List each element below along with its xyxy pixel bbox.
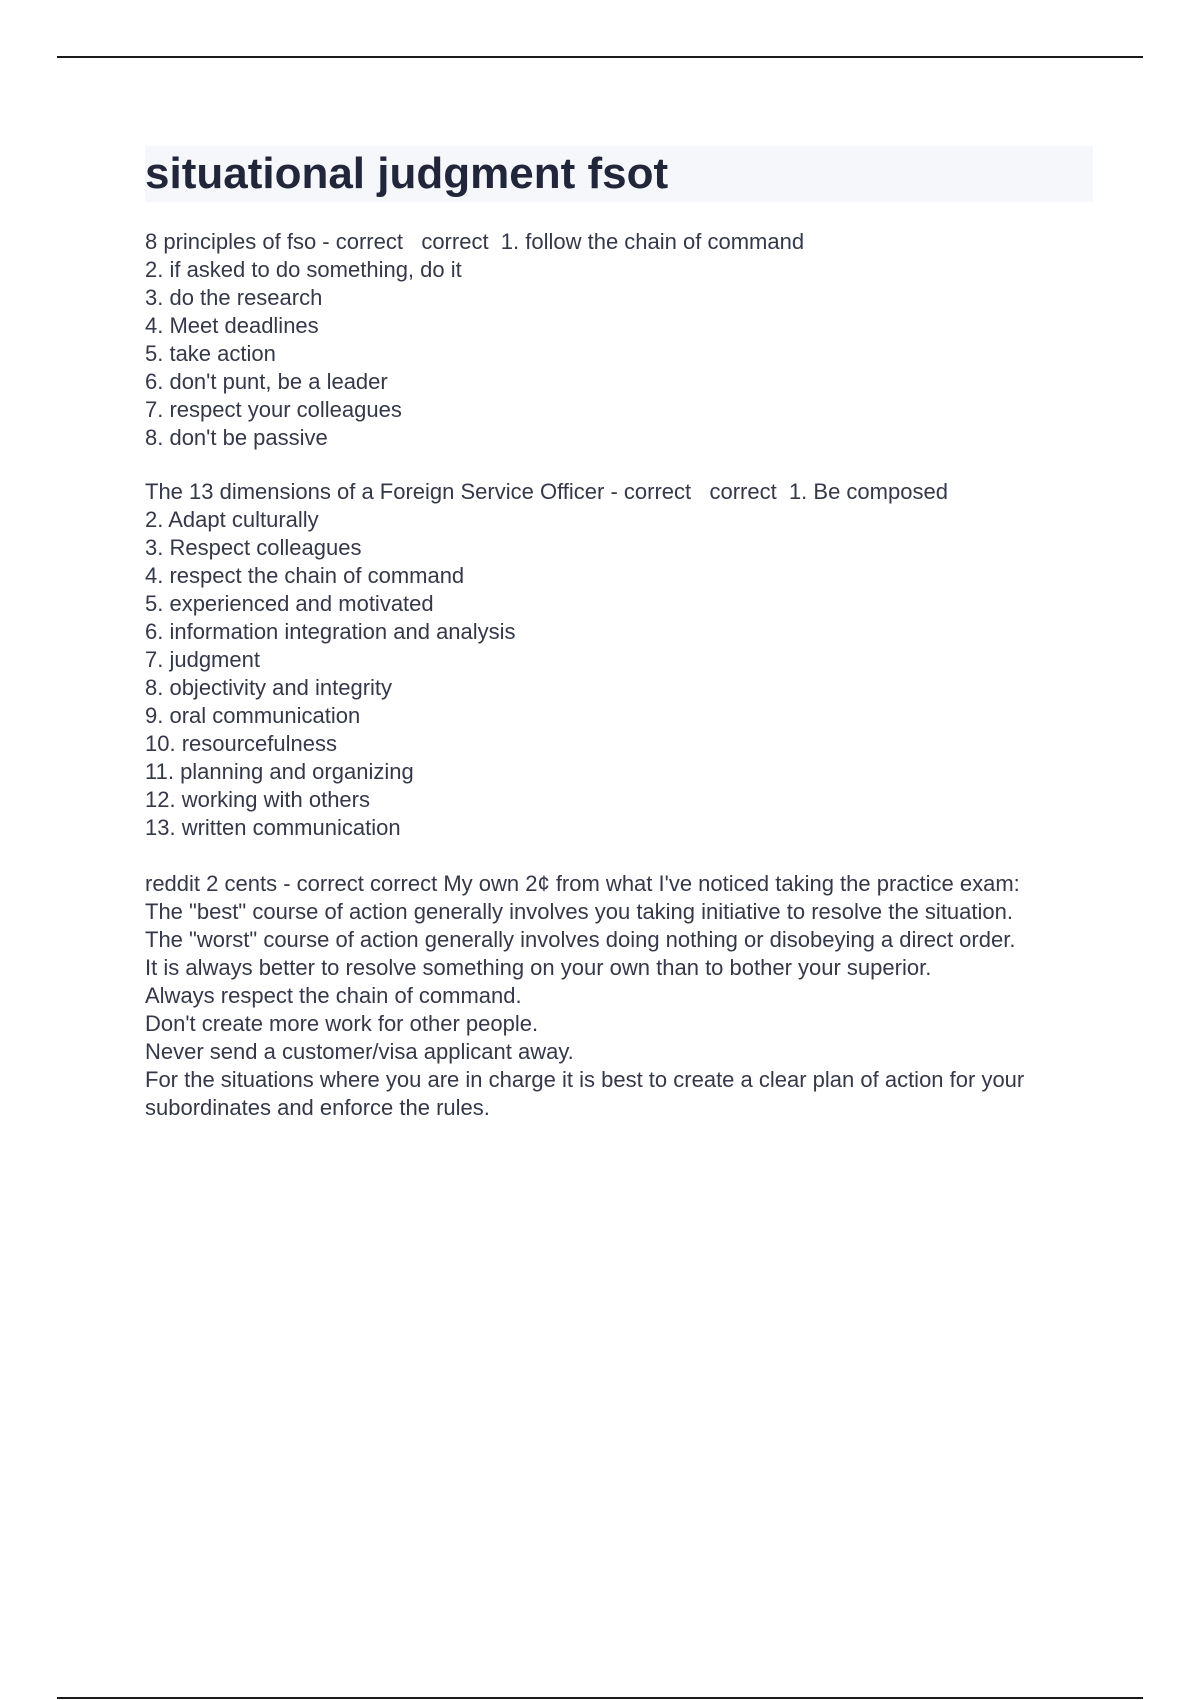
text-line: The "worst" course of action generally involves doing nothing or disobeying a direct order.: [145, 927, 1016, 952]
text-line: 10. resourcefulness: [145, 731, 337, 756]
text-line: The "best" course of action generally involves you taking initiative to resolve the situation.: [145, 899, 1013, 924]
document-title: situational judgment fsot: [145, 146, 1093, 202]
bottom-rule: [57, 1697, 1143, 1699]
section-dimensions: [145, 478, 1093, 842]
text-line: 9. oral communication: [145, 703, 361, 728]
text-line: 6. don't punt, be a leader: [145, 369, 388, 394]
text-line: Don't create more work for other people.: [145, 1011, 539, 1036]
text-line: 3. do the research: [145, 285, 323, 310]
text-line: It is always better to resolve something on your own than to bother your superior.: [145, 955, 932, 980]
text-line: reddit 2 cents - correct correct My own 2¢ from what I've noticed taking the practice exam:: [145, 871, 1020, 896]
text-line: 12. working with others: [145, 787, 370, 812]
text-line: 8. objectivity and integrity: [145, 675, 393, 700]
text-line: 5. take action: [145, 341, 276, 366]
text-line: For the situations where you are in charge it is best to create a clear plan of action for your subordinates and enforce the rules.: [145, 1067, 1025, 1120]
text-line: 7. judgment: [145, 647, 260, 672]
text-line: The 13 dimensions of a Foreign Service Officer - correct correct 1. Be composed: [145, 479, 948, 504]
text-line: 8 principles of fso - correct correct 1. follow the chain of command: [145, 229, 805, 254]
section-reddit-notes: [145, 870, 1093, 1122]
text-line: 2. if asked to do something, do it: [145, 257, 462, 282]
text-line: Never send a customer/visa applicant away.: [145, 1039, 574, 1064]
text-line: 4. respect the chain of command: [145, 563, 465, 588]
text-line: 5. experienced and motivated: [145, 591, 434, 616]
text-line: 4. Meet deadlines: [145, 313, 319, 338]
text-line: 8. don't be passive: [145, 425, 328, 450]
text-line: 6. information integration and analysis: [145, 619, 516, 644]
text-line: Always respect the chain of command.: [145, 983, 522, 1008]
top-rule: [57, 56, 1143, 58]
text-line: 7. respect your colleagues: [145, 397, 402, 422]
document-body: [145, 146, 1093, 1122]
text-line: 13. written communication: [145, 815, 401, 840]
section-principles: [145, 228, 1093, 452]
text-line: 11. planning and organizing: [145, 759, 414, 784]
text-line: 3. Respect colleagues: [145, 535, 362, 560]
text-line: 2. Adapt culturally: [145, 507, 319, 532]
